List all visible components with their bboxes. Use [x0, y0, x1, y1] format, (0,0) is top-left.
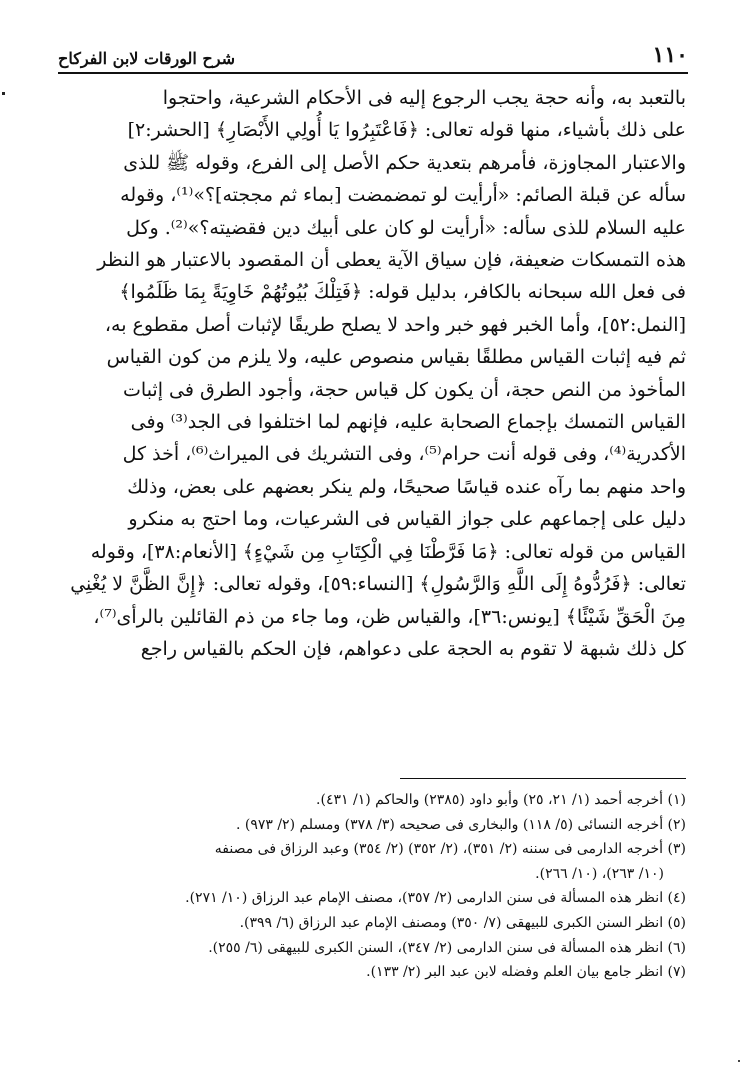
footnote: (٤) انظر هذه المسألة فى سنن الدارمى (٢/ ٣٥٧)، مصنف الإمام عبد الرزاق (١٠/ ٢٧١).: [185, 890, 686, 907]
text-line: عليه السلام للذى سأله: «أرأيت لو كان على أبيك دين فقضيته؟»⁽²⁾. وكل: [126, 216, 686, 239]
page-header: [58, 28, 688, 74]
margin-mark: [738, 1060, 740, 1062]
footnote: (١) أخرجه أحمد (١/ ٢١، ٢٥) وأبو داود (٢٣٨٥) والحاكم (١/ ٤٣١).: [316, 792, 686, 808]
text-line: تعالى: ﴿فَرُدُّوهُ إِلَى اللَّهِ وَالرَّسُولِ﴾ [النساء:٥٩]، وقوله تعالى: ﴿إِنَّ الظَّنَّ لا يُغْنِي: [70, 573, 686, 596]
footnote: (٥) انظر السنن الكبرى للبيهقى (٧/ ٣٥٠) ومصنف الإمام عبد الرزاق (٦/ ٣٩٩).: [239, 914, 686, 931]
footnote: (٢) أخرجه النسائى (٥/ ١١٨) والبخارى فى صحيحه (٣/ ٣٧٨) ومسلم (٢/ ٩٧٣) .: [235, 816, 686, 833]
page-number: ١١٠: [652, 42, 688, 68]
text-line: على ذلك بأشياء، منها قوله تعالى: ﴿فَاعْتَبِرُوا يَا أُولِي الأَبْصَارِ﴾ [الحشر:٢]: [127, 119, 686, 142]
text-line: واحد منهم بما رآه عنده قياسًا صحيحًا، ولم ينكر بعضهم على بعض، وذلك: [127, 475, 686, 498]
footnote-continuation: (١٠/ ٢٦٣)، (١٠/ ٢٦٦).: [535, 865, 664, 882]
text-line: ثم فيه إثبات القياس مطلقًا بقياس منصوص عليه، ولا يلزم من كون القياس: [106, 346, 686, 369]
footnote: (٧) انظر جامع بيان العلم وفضله لابن عبد البر (٢/ ١٣٣).: [366, 964, 686, 981]
footnote-separator: [400, 778, 686, 779]
text-line: بالتعبد به، وأنه حجة يجب الرجوع إليه فى الأحكام الشرعية، واحتجوا: [162, 87, 686, 109]
text-line: القياس التمسك بإجماع الصحابة عليه، فإنهم لما اختلفوا فى الجد⁽³⁾ وفى: [130, 411, 686, 434]
text-line: مِنَ الْحَقِّ شَيْئًا﴾ [يونس:٣٦]، والقياس ظن، وما جاء من ذم القائلين بالرأى⁽⁷⁾،: [93, 605, 686, 628]
text-line: الأكدرية⁽⁴⁾، وفى قوله أنت حرام⁽⁵⁾، وفى التشريك فى الميراث⁽⁶⁾، أخذ كل: [122, 443, 686, 466]
text-line: فى فعل الله سبحانه بالكافر، بدليل قوله: ﴿فَتِلْكَ بُيُوتُهُمْ خَاوِيَةً بِمَا ظَلَمُوا﴾: [119, 281, 686, 304]
text-line: [النمل:٥٢]، وأما الخبر فهو خبر واحد لا يصلح طريقًا لإثبات أصل مقطوع به،: [104, 313, 686, 336]
running-title: شرح الورقات لابن الفركاح: [58, 49, 235, 68]
text-line: المأخوذ من النص حجة، أن يكون كل قياس حجة، وأجود الطرق فى إثبات: [123, 378, 686, 401]
footnotes: [60, 788, 686, 985]
text-line: كل ذلك شبهة لا تقوم به الحجة على دعواهم، فإن الحكم بالقياس راجع: [140, 637, 686, 660]
main-text: [60, 82, 686, 665]
text-line: هذه التمسكات ضعيفة، فإن سياق الآية يعطى أن المقصود بالاعتبار هو النظر: [97, 249, 686, 272]
text-line: القياس من قوله تعالى: ﴿مَا فَرَّطْنَا فِي الْكِتَابِ مِن شَيْءٍ﴾ [الأنعام:٣٨]، وقوله: [90, 540, 686, 563]
text-line: سأله عن قبلة الصائم: «أرأيت لو تمضمضت [بماء ثم مججته]؟»⁽¹⁾، وقوله: [120, 184, 686, 207]
footnote: (٣) أخرجه الدارمى فى سننه (٢/ ٣٥١)، (٢/ ٣٥٢) (٢/ ٣٥٤) وعبد الرزاق فى مصنفه: [214, 841, 686, 858]
footnote: (٦) انظر هذه المسألة فى سنن الدارمى (٢/ ٣٤٧)، السنن الكبرى للبيهقى (٦/ ٢٥٥).: [208, 939, 686, 956]
margin-mark: [2, 92, 5, 95]
text-line: والاعتبار المجاوزة، فأمرهم بتعدية حكم الأصل إلى الفرع، وقوله ﷺ للذى: [123, 151, 686, 174]
text-line: دليل على إجماعهم على جواز القياس فى الشرعيات، وما احتج به منكرو: [128, 508, 686, 531]
